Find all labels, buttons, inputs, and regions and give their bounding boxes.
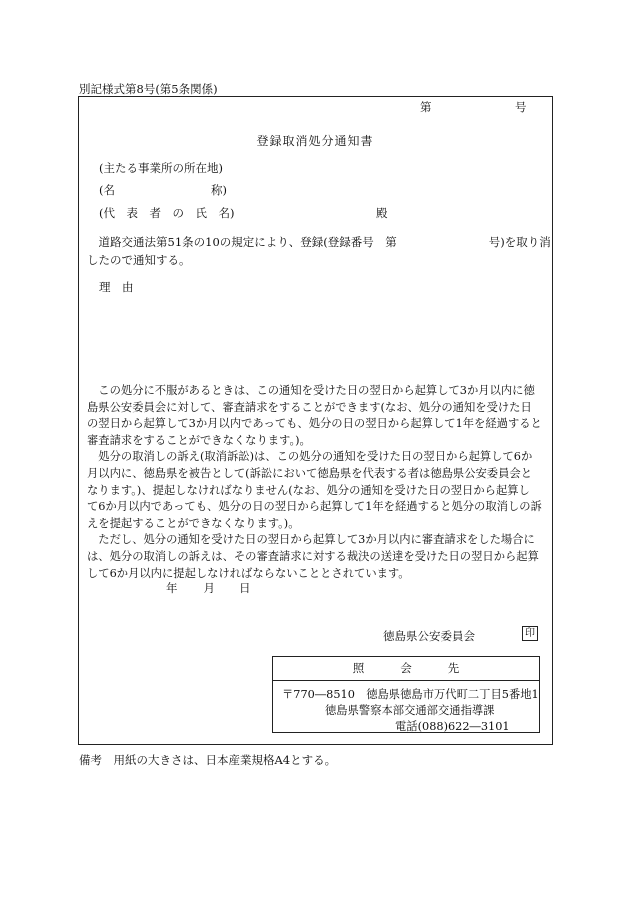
- notice-line: して6か月以内に提起しなければならないこととされています。: [87, 566, 410, 580]
- form-number-label: 別記様式第8号(第5条関係): [79, 82, 218, 96]
- document-number-prefix: 第: [420, 100, 432, 114]
- revocation-statement: [87, 233, 551, 269]
- document-number-suffix: 号: [515, 100, 527, 114]
- honorific-dono: 殿: [376, 206, 388, 220]
- contact-department: 徳島県警察本部交通部交通指導課: [325, 704, 495, 717]
- date-month: 月: [203, 581, 215, 595]
- footer-note: 備考 用紙の大きさは、日本産業規格A4とする。: [79, 753, 337, 767]
- contact-address: 〒770―8510 徳島県徳島市万代町二丁目5番地1: [282, 688, 539, 701]
- notice-line: 島県公安委員会に対して、審査請求をすることができます(なお、処分の通知を受けた日: [87, 400, 532, 414]
- seal-stamp: 印: [522, 626, 538, 641]
- contact-heading-char: 先: [447, 661, 460, 675]
- statement-line: 道路交通法第51条の10の規定により、登録(登録番号 第 号)を取り消: [87, 235, 551, 249]
- notice-line: て6か月以内であっても、処分の日の翌日から起算して1年を経過すると処分の取消しの訴: [87, 500, 542, 514]
- document-title: 登録取消処分通知書: [256, 134, 374, 148]
- contact-heading: [273, 657, 539, 681]
- address-name-label-close: 称): [211, 183, 227, 197]
- date-line: [166, 580, 251, 596]
- date-year: 年: [166, 581, 178, 595]
- notice-line: の翌日から起算して3か月以内であっても、処分の日の翌日から起算して1年を経過すると: [87, 417, 542, 431]
- statement-line: したので通知する。: [87, 253, 191, 267]
- notice-line: えを提起することができなくなります。)。: [87, 516, 300, 530]
- notice-line: なります。)、提起しなければなりません(なお、処分の通知を受けた日の翌日から起算し: [87, 483, 530, 497]
- issuing-authority: 徳島県公安委員会: [383, 629, 475, 643]
- appeal-notice: [87, 383, 549, 582]
- notice-line: 審査請求をすることができなくなります。)。: [87, 433, 311, 447]
- notice-line: 処分の取消しの訴え(取消訴訟)は、この処分の通知を受けた日の翌日から起算して6か: [87, 450, 533, 464]
- notice-line: 月以内に、徳島県を被告として(訴訟において徳島県を代表する者は徳島県公安委員会と: [87, 466, 532, 480]
- address-name-label-open: (名: [99, 183, 115, 197]
- date-day: 日: [239, 581, 251, 595]
- address-location-label: (主たる事業所の所在地): [99, 161, 223, 175]
- notice-line: この処分に不服があるときは、この通知を受けた日の翌日から起算して3か月以内に徳: [87, 384, 535, 397]
- notice-line: ただし、処分の通知を受けた日の翌日から起算して3か月以内に審査請求をした場合に: [87, 533, 535, 547]
- reason-label: 理 由: [99, 280, 134, 294]
- contact-heading-char: 照: [352, 661, 365, 675]
- address-representative-label: (代 表 者 の 氏 名): [99, 206, 235, 220]
- notice-line: は、処分の取消しの訴えは、その審査請求に対する裁決の送達を受けた日の翌日から起算: [87, 549, 539, 563]
- contact-box: [272, 656, 540, 733]
- contact-heading-char: 会: [400, 661, 412, 675]
- contact-phone: 電話(088)622―3101: [395, 720, 510, 733]
